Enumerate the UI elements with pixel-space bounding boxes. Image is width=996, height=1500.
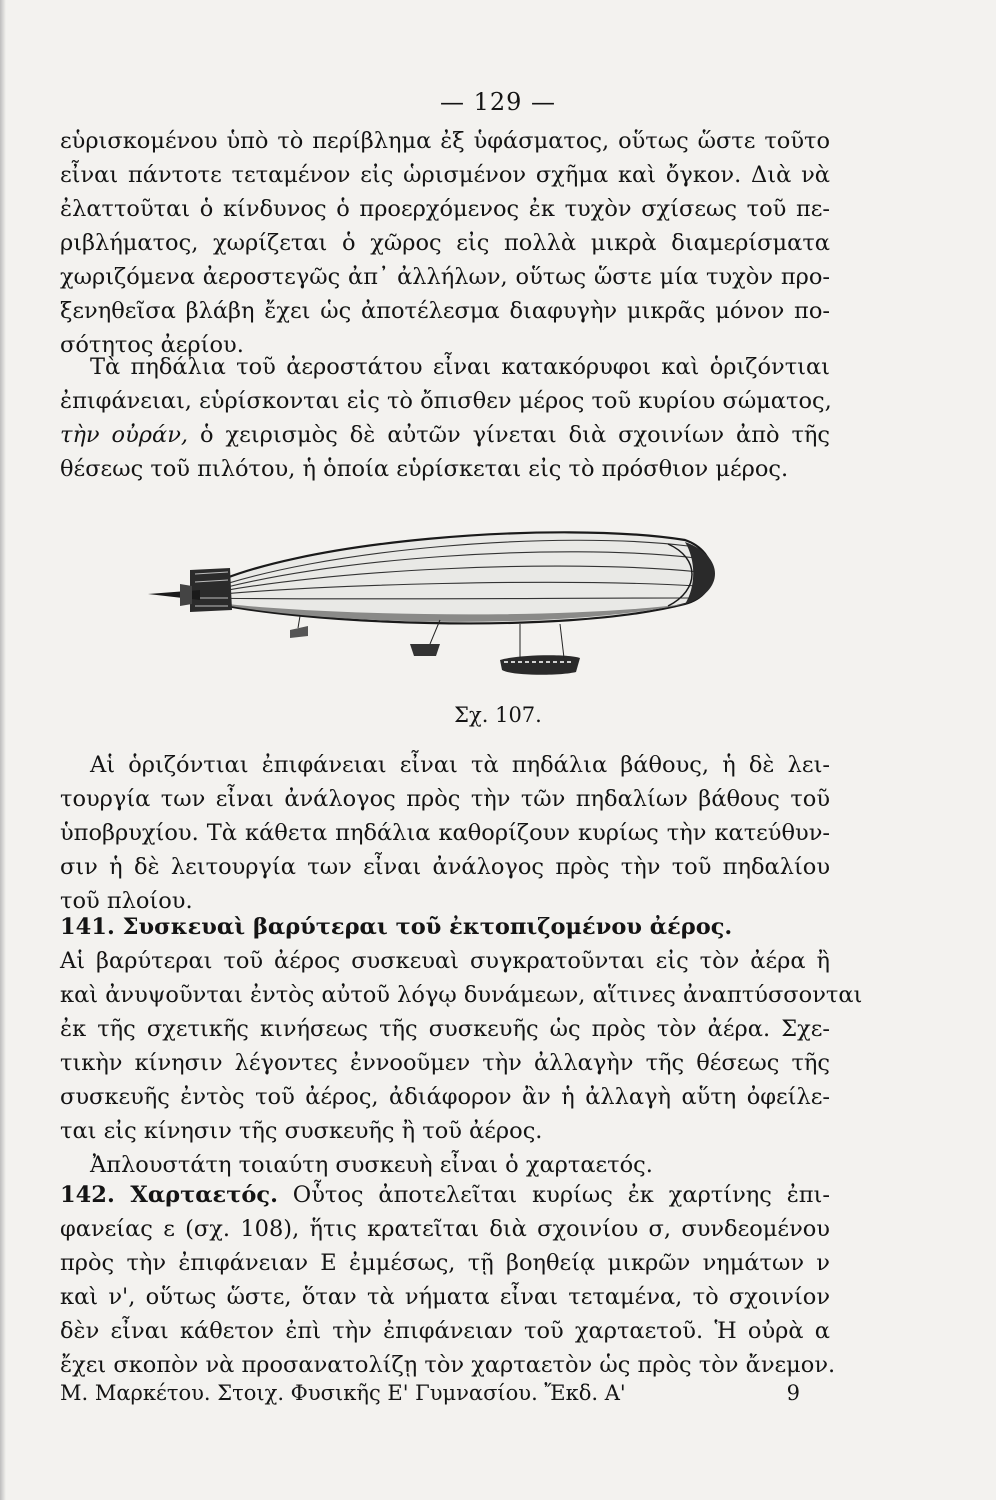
text-line: ἔχει σκοπὸν νὰ προσανατολίζῃ τὸν χαρταετὸν ὡς πρὸς τὸν ἄνεμον. — [60, 1352, 836, 1378]
text-line: Τὰ πηδάλια τοῦ ἀεροστάτου εἶναι κατακόρυφοι καὶ ὁριζόντιαι — [90, 354, 830, 380]
section-number: 141. — [60, 914, 115, 940]
text-line: τικὴν κίνησιν λέγοντες ἐννοοῦμεν τὴν ἀλλαγὴν τῆς θέσεως τῆς — [60, 1050, 830, 1076]
airship-drawing — [140, 512, 730, 687]
text-line: σότητος ἀερίου. — [60, 332, 244, 358]
paragraph-continuation — [60, 124, 830, 362]
text-line: ἐκ τῆς σχετικῆς κινήσεως τῆς συσκευῆς ὡς πρὸς τὸν ἀέρα. Σχε- — [60, 1016, 830, 1042]
text-line: τοῦ πλοίου. — [60, 888, 193, 914]
page-footer — [60, 1378, 800, 1408]
text-line: ριβλήματος, χωρίζεται ὁ χῶρος εἰς πολλὰ μικρὰ διαμερίσματα — [60, 230, 830, 256]
text-line: πρὸς τὴν ἐπιφάνειαν Ε ἐμμέσως, τῇ βοηθείᾳ μικρῶν νημάτων ν — [60, 1250, 830, 1276]
italic-term: τὴν οὐράν, — [60, 422, 189, 448]
section-142 — [60, 1178, 836, 1382]
text-line: ἐπιφάνειαι, εὑρίσκονται εἰς τὸ ὄπισθεν μέρος τοῦ κυρίου σώματος, — [60, 388, 832, 414]
text-line: φανείας ε (σχ. 108), ἥτις κρατεῖται διὰ σχοινίου σ, συνδεομένου — [60, 1216, 830, 1242]
airship-illustration — [140, 512, 730, 687]
text-line: ὑποβρυχίου. Τὰ κάθετα πηδάλια καθορίζουν κυρίως τὴν κατεύθυν- — [60, 820, 830, 846]
footer-citation: Μ. Μαρκέτου. Στοιχ. Φυσικῆς Ε' Γυμνασίου. Ἔκδ. Α' — [60, 1381, 626, 1405]
text-line: εὑρισκομένου ὑπὸ τὸ περίβλημα ἐξ ὑφάσματος, οὕτως ὥστε τοῦτο — [60, 128, 830, 154]
text-line: ξενηθεῖσα βλάβη ἔχει ὡς ἀποτέλεσμα διαφυγὴν μικρᾶς μόνον πο- — [60, 298, 830, 324]
text-fragment: ὁ χειρισμὸς δὲ αὐτῶν γίνεται διὰ σχοινίων ἀπὸ τῆς — [188, 422, 831, 448]
section-number: 142. — [60, 1182, 115, 1208]
text-line: συσκευῆς ἐντὸς τοῦ ἀέρος, ἀδιάφορον ἂν ἡ ἀλλαγὴ αὕτη ὀφείλε- — [60, 1084, 830, 1110]
figure-caption: Σχ. 107. — [454, 703, 542, 727]
text-line: ἐλαττοῦται ὁ κίνδυνος ὁ προερχόμενος ἐκ τυχὸν σχίσεως τοῦ πε- — [60, 196, 830, 222]
text-line: δὲν εἶναι κάθετον ἐπὶ τὴν ἐπιφάνειαν τοῦ χαρταετοῦ. Ἡ οὐρὰ α — [60, 1318, 830, 1344]
text-line: Αἱ βαρύτεραι τοῦ ἀέρος συσκευαὶ συγκρατοῦνται εἰς τὸν ἀέρα ἢ — [60, 948, 830, 974]
section-title: Χαρταετός. — [114, 1182, 278, 1208]
text-line: ται εἰς κίνησιν τῆς συσκευῆς ἢ τοῦ ἀέρος. — [60, 1118, 543, 1144]
text-line: καὶ ἀνυψοῦνται ἐντὸς αὐτοῦ λόγῳ δυνάμεων, αἵτινες ἀναπτύσσονται — [60, 982, 863, 1008]
text-line — [60, 418, 830, 452]
signature-mark: 9 — [786, 1381, 800, 1405]
text-line: Αἱ ὁριζόντιαι ἐπιφάνειαι εἶναι τὰ πηδάλια βάθους, ἡ δὲ λει- — [90, 752, 830, 778]
text-line: σιν ἡ δὲ λειτουργία των εἶναι ἀνάλογος πρὸς τὴν τοῦ πηδαλίου — [60, 854, 830, 880]
text-line: εἶναι πάντοτε τεταμένον εἰς ὡρισμένον σχῆμα καὶ ὄγκον. Διὰ νὰ — [60, 162, 830, 188]
section-title: Συσκευαὶ βαρύτεραι τοῦ ἐκτοπιζομένου ἀέρος. — [114, 914, 733, 940]
section-heading-line — [60, 1178, 830, 1212]
section-heading — [60, 910, 830, 944]
paragraph-rudders — [60, 350, 830, 486]
text-line: Ἀπλουστάτη τοιαύτη συσκευὴ εἶναι ὁ χαρταετός. — [90, 1152, 653, 1178]
text-line: χωριζόμενα ἀεροστεγῶς ἀπ᾽ ἀλλήλων, οὕτως ὥστε μία τυχὸν προ- — [60, 264, 830, 290]
text-line: τουργία των εἶναι ἀνάλογος πρὸς τὴν τῶν πηδαλίων βάθους τοῦ — [60, 786, 830, 812]
text-fragment: Οὗτος ἀποτελεῖται κυρίως ἐκ χαρτίνης ἐπι- — [277, 1182, 830, 1208]
page-number: — 129 — — [439, 88, 557, 116]
section-141 — [60, 910, 863, 1182]
paragraph-horizontal-surfaces — [60, 748, 830, 918]
text-line: καὶ ν', οὕτως ὥστε, ὅταν τὰ νήματα εἶναι τεταμένα, τὸ σχοινίον — [60, 1284, 830, 1310]
page-edge — [0, 0, 6, 1500]
text-line: θέσεως τοῦ πιλότου, ἡ ὁποία εὑρίσκεται εἰς τὸ πρόσθιον μέρος. — [60, 456, 789, 482]
